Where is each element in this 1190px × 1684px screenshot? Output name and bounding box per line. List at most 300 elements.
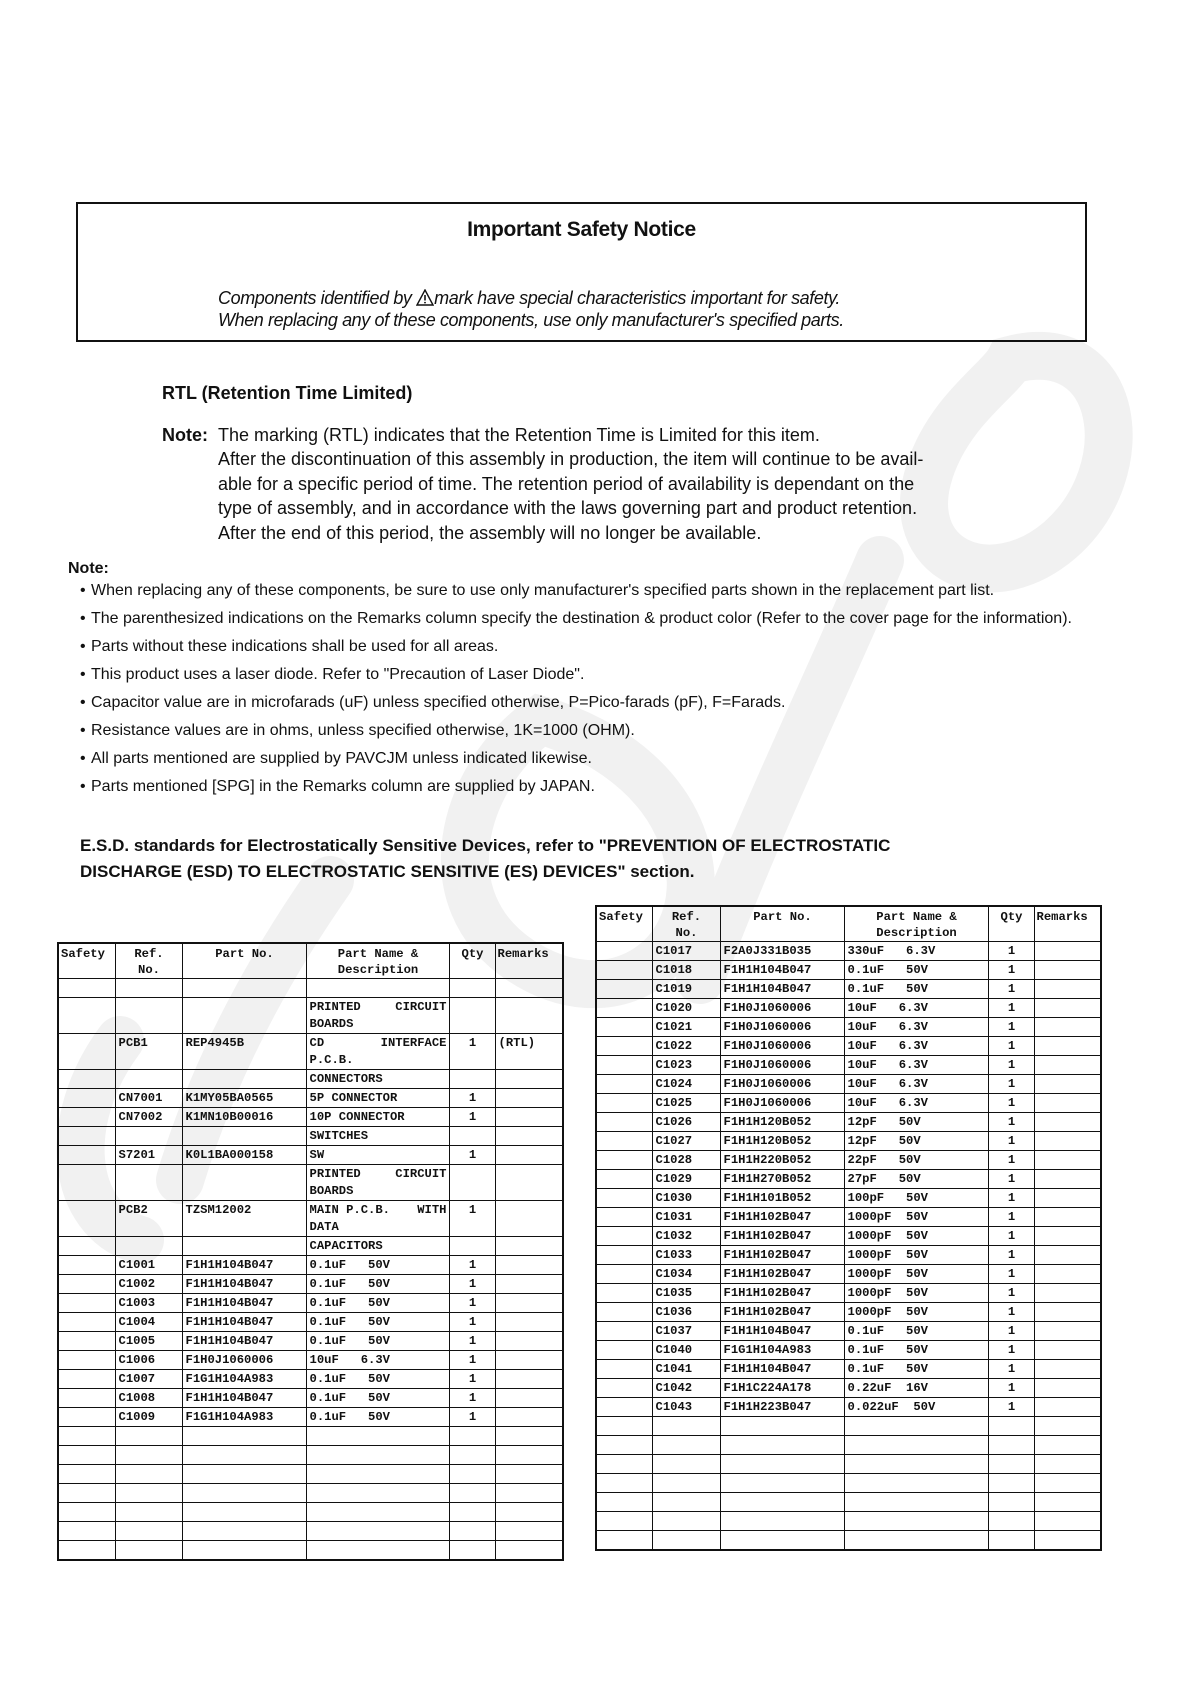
cell-ref-no: C1018 — [652, 961, 720, 980]
cell-ref-no: C1041 — [652, 1360, 720, 1379]
cell-ref-no: C1004 — [115, 1313, 182, 1332]
cell-part-no — [182, 1465, 306, 1484]
cell-remarks — [1034, 1417, 1101, 1436]
cell-part-no: F1H0J1060006 — [720, 1075, 844, 1094]
cell-remarks — [1034, 1246, 1101, 1265]
cell-part-no: F1H1H102B047 — [720, 1265, 844, 1284]
cell-safety — [58, 1332, 115, 1351]
table-row — [596, 1493, 1101, 1512]
cell-qty — [449, 1165, 495, 1201]
cell-remarks — [1034, 1151, 1101, 1170]
cell-qty: 1 — [988, 1284, 1034, 1303]
cell-part-no — [182, 1427, 306, 1446]
cell-description: 1000pF 50V — [844, 1208, 988, 1227]
col-ref-no: Ref. No. — [652, 906, 720, 942]
cell-safety — [596, 1493, 652, 1512]
cell-remarks — [495, 1351, 563, 1370]
col-qty: Qty — [449, 943, 495, 979]
cell-part-no — [720, 1493, 844, 1512]
cell-ref-no — [115, 998, 182, 1034]
cell-part-no: F1H1C224A178 — [720, 1379, 844, 1398]
col-part-no: Part No. — [720, 906, 844, 942]
cell-description: CAPACITORS — [306, 1237, 449, 1256]
cell-qty: 1 — [449, 1370, 495, 1389]
rtl-note-line: After the discontinuation of this assembly in production, the item will continue to be avail- — [218, 449, 924, 470]
cell-safety — [596, 1436, 652, 1455]
cell-description: 0.1uF 50V — [306, 1256, 449, 1275]
table-row — [596, 1512, 1101, 1531]
cell-description: PRINTED CIRCUIT BOARDS — [306, 1165, 449, 1201]
col-safety: Safety — [596, 906, 652, 942]
cell-description: 0.1uF 50V — [844, 1322, 988, 1341]
table-row — [596, 1474, 1101, 1493]
cell-part-no — [720, 1512, 844, 1531]
cell-description — [844, 1417, 988, 1436]
col-description: Part Name & Description — [306, 943, 449, 979]
cell-qty: 1 — [988, 1094, 1034, 1113]
cell-safety — [596, 942, 652, 961]
note-item: • Parts mentioned [SPG] in the Remarks column are supplied by JAPAN. — [68, 776, 1108, 797]
cell-description: 5P CONNECTOR — [306, 1089, 449, 1108]
cell-part-no: F1H1H104B047 — [720, 1360, 844, 1379]
cell-ref-no: PCB1 — [115, 1034, 182, 1070]
table-row — [58, 1484, 563, 1503]
cell-ref-no: C1022 — [652, 1037, 720, 1056]
cell-safety — [596, 961, 652, 980]
cell-ref-no: C1006 — [115, 1351, 182, 1370]
table-row — [58, 1127, 563, 1146]
cell-description: 10uF 6.3V — [844, 999, 988, 1018]
cell-remarks — [1034, 1360, 1101, 1379]
cell-ref-no: C1037 — [652, 1322, 720, 1341]
table-row — [596, 1455, 1101, 1474]
cell-description: PRINTED CIRCUIT BOARDS — [306, 998, 449, 1034]
cell-part-no — [182, 998, 306, 1034]
cell-ref-no — [115, 979, 182, 998]
cell-qty — [449, 1127, 495, 1146]
cell-qty: 1 — [988, 1113, 1034, 1132]
cell-part-no: F1H1H223B047 — [720, 1398, 844, 1417]
cell-ref-no: C1034 — [652, 1265, 720, 1284]
table-row — [596, 1341, 1101, 1360]
cell-part-no: F1G1H104A983 — [182, 1370, 306, 1389]
table-row — [58, 1332, 563, 1351]
cell-qty — [449, 1484, 495, 1503]
cell-remarks — [495, 1294, 563, 1313]
cell-remarks — [495, 1313, 563, 1332]
cell-qty: 1 — [449, 1275, 495, 1294]
cell-remarks — [495, 1108, 563, 1127]
cell-safety — [58, 1408, 115, 1427]
table-row — [58, 1237, 563, 1256]
cell-qty — [988, 1436, 1034, 1455]
table-row — [58, 1370, 563, 1389]
cell-qty — [449, 998, 495, 1034]
cell-qty: 1 — [988, 999, 1034, 1018]
cell-ref-no: C1043 — [652, 1398, 720, 1417]
cell-part-no: F1H1H120B052 — [720, 1132, 844, 1151]
cell-remarks — [1034, 961, 1101, 980]
table-row — [596, 1132, 1101, 1151]
cell-safety — [58, 1070, 115, 1089]
cell-ref-no: C1027 — [652, 1132, 720, 1151]
cell-ref-no — [652, 1531, 720, 1551]
cell-qty — [988, 1531, 1034, 1551]
cell-ref-no: C1020 — [652, 999, 720, 1018]
cell-qty: 1 — [449, 1408, 495, 1427]
rtl-note — [162, 423, 1038, 545]
cell-ref-no — [115, 1503, 182, 1522]
cell-safety — [58, 1034, 115, 1070]
cell-part-no: F1H1H104B047 — [182, 1389, 306, 1408]
cell-qty — [988, 1474, 1034, 1493]
table-row — [596, 1094, 1101, 1113]
table-row — [58, 1541, 563, 1561]
rtl-note-line: After the end of this period, the assembly will no longer be available. — [218, 522, 762, 543]
cell-ref-no: C1042 — [652, 1379, 720, 1398]
cell-remarks — [495, 1127, 563, 1146]
table-row — [596, 1379, 1101, 1398]
cell-safety — [596, 980, 652, 999]
cell-remarks — [1034, 1265, 1101, 1284]
cell-description — [306, 1446, 449, 1465]
cell-ref-no — [115, 1427, 182, 1446]
cell-remarks — [495, 1201, 563, 1237]
cell-part-no: F1G1H104A983 — [182, 1408, 306, 1427]
cell-description: 100pF 50V — [844, 1189, 988, 1208]
cell-ref-no — [652, 1417, 720, 1436]
cell-remarks — [1034, 1189, 1101, 1208]
cell-description: 0.22uF 16V — [844, 1379, 988, 1398]
cell-safety — [58, 998, 115, 1034]
cell-safety — [596, 1189, 652, 1208]
cell-ref-no: C1003 — [115, 1294, 182, 1313]
cell-remarks — [1034, 1398, 1101, 1417]
cell-part-no — [182, 1446, 306, 1465]
cell-part-no: F1H1H101B052 — [720, 1189, 844, 1208]
table-row — [596, 1151, 1101, 1170]
cell-description: 10uF 6.3V — [844, 1075, 988, 1094]
cell-description — [306, 1541, 449, 1561]
cell-safety — [596, 1075, 652, 1094]
table-row — [58, 1389, 563, 1408]
cell-qty: 1 — [449, 1034, 495, 1070]
cell-ref-no: C1032 — [652, 1227, 720, 1246]
cell-ref-no: CN7001 — [115, 1089, 182, 1108]
cell-ref-no: C1028 — [652, 1151, 720, 1170]
cell-description: 0.022uF 50V — [844, 1398, 988, 1417]
cell-qty: 1 — [449, 1089, 495, 1108]
cell-description: MAIN P.C.B. WITH DATA — [306, 1201, 449, 1237]
cell-remarks — [1034, 1531, 1101, 1551]
cell-remarks — [495, 1089, 563, 1108]
table-row — [596, 1531, 1101, 1551]
table-row — [596, 1436, 1101, 1455]
cell-qty — [449, 1503, 495, 1522]
cell-ref-no: C1023 — [652, 1056, 720, 1075]
cell-qty: 1 — [988, 1018, 1034, 1037]
cell-remarks — [1034, 1493, 1101, 1512]
cell-qty — [988, 1455, 1034, 1474]
cell-qty: 1 — [988, 1398, 1034, 1417]
rtl-heading: RTL (Retention Time Limited) — [162, 383, 413, 403]
parts-table-body — [596, 942, 1101, 1551]
parts-table-right — [595, 905, 1102, 1551]
cell-description — [306, 1484, 449, 1503]
cell-remarks — [1034, 1227, 1101, 1246]
cell-part-no — [182, 1484, 306, 1503]
cell-description — [844, 1493, 988, 1512]
safety-notice-text — [218, 288, 844, 330]
cell-description: 0.1uF 50V — [306, 1313, 449, 1332]
cell-qty: 1 — [988, 980, 1034, 999]
cell-ref-no: C1009 — [115, 1408, 182, 1427]
cell-part-no — [182, 1522, 306, 1541]
cell-description: 10uF 6.3V — [844, 1056, 988, 1075]
cell-ref-no: C1040 — [652, 1341, 720, 1360]
cell-remarks — [1034, 1113, 1101, 1132]
cell-remarks — [1034, 1512, 1101, 1531]
cell-qty: 1 — [988, 1132, 1034, 1151]
cell-description — [844, 1512, 988, 1531]
cell-ref-no: C1030 — [652, 1189, 720, 1208]
table-row — [596, 1208, 1101, 1227]
table-row — [58, 979, 563, 998]
cell-description: 27pF 50V — [844, 1170, 988, 1189]
cell-part-no: F1H0J1060006 — [720, 1018, 844, 1037]
cell-ref-no: S7201 — [115, 1146, 182, 1165]
cell-remarks — [495, 1446, 563, 1465]
cell-description: SWITCHES — [306, 1127, 449, 1146]
cell-part-no — [182, 1127, 306, 1146]
cell-remarks — [1034, 999, 1101, 1018]
cell-remarks — [495, 1370, 563, 1389]
cell-part-no — [182, 1165, 306, 1201]
cell-safety — [596, 1341, 652, 1360]
cell-safety — [596, 1474, 652, 1493]
table-row — [58, 1408, 563, 1427]
cell-ref-no: C1031 — [652, 1208, 720, 1227]
cell-ref-no: CN7002 — [115, 1108, 182, 1127]
cell-part-no: F1H1H104B047 — [182, 1313, 306, 1332]
cell-part-no: F1H0J1060006 — [720, 999, 844, 1018]
safety-notice-line-1 — [218, 288, 844, 310]
cell-part-no: F1H1H104B047 — [182, 1294, 306, 1313]
safety-notice-line-2: When replacing any of these components, use only manufacturer's specified parts. — [218, 310, 844, 330]
cell-safety — [596, 1360, 652, 1379]
general-notes — [68, 560, 1108, 804]
cell-description: 10P CONNECTOR — [306, 1108, 449, 1127]
cell-part-no — [182, 1070, 306, 1089]
cell-remarks — [495, 979, 563, 998]
cell-part-no: F1H0J1060006 — [182, 1351, 306, 1370]
cell-ref-no — [115, 1446, 182, 1465]
cell-remarks — [1034, 1094, 1101, 1113]
cell-qty: 1 — [988, 1341, 1034, 1360]
cell-remarks — [1034, 1037, 1101, 1056]
col-qty: Qty — [988, 906, 1034, 942]
cell-safety — [596, 1018, 652, 1037]
cell-safety — [58, 1541, 115, 1561]
cell-safety — [596, 1265, 652, 1284]
table-row — [596, 1056, 1101, 1075]
cell-description: 0.1uF 50V — [306, 1332, 449, 1351]
cell-safety — [58, 1146, 115, 1165]
cell-part-no — [720, 1531, 844, 1551]
cell-part-no: F1H0J1060006 — [720, 1037, 844, 1056]
cell-remarks — [1034, 1303, 1101, 1322]
cell-safety — [58, 1108, 115, 1127]
cell-part-no — [720, 1436, 844, 1455]
cell-safety — [58, 1522, 115, 1541]
cell-qty — [449, 979, 495, 998]
cell-remarks — [1034, 1284, 1101, 1303]
cell-safety — [58, 1237, 115, 1256]
cell-part-no: K1MN10B00016 — [182, 1108, 306, 1127]
cell-description: 1000pF 50V — [844, 1265, 988, 1284]
cell-safety — [58, 979, 115, 998]
cell-ref-no: PCB2 — [115, 1201, 182, 1237]
cell-remarks — [495, 1503, 563, 1522]
cell-description: 10uF 6.3V — [844, 1094, 988, 1113]
table-row — [58, 1146, 563, 1165]
parts-table-left — [57, 942, 564, 1561]
cell-safety — [58, 1503, 115, 1522]
cell-ref-no — [115, 1541, 182, 1561]
cell-ref-no: C1025 — [652, 1094, 720, 1113]
cell-qty: 1 — [988, 1246, 1034, 1265]
cell-qty: 1 — [988, 942, 1034, 961]
cell-description: 1000pF 50V — [844, 1227, 988, 1246]
cell-safety — [596, 1512, 652, 1531]
cell-safety — [58, 1389, 115, 1408]
cell-description: 0.1uF 50V — [844, 1341, 988, 1360]
cell-description: 22pF 50V — [844, 1151, 988, 1170]
cell-ref-no — [115, 1465, 182, 1484]
cell-remarks — [495, 1146, 563, 1165]
table-row — [58, 1256, 563, 1275]
note-item: • This product uses a laser diode. Refer to "Precaution of Laser Diode". — [68, 664, 1108, 685]
notes-list — [68, 580, 1108, 797]
cell-remarks — [1034, 1056, 1101, 1075]
cell-description: CONNECTORS — [306, 1070, 449, 1089]
cell-part-no — [720, 1474, 844, 1493]
cell-qty: 1 — [449, 1108, 495, 1127]
table-row — [58, 1351, 563, 1370]
safety-notice-title: Important Safety Notice — [467, 218, 696, 241]
table-row — [596, 961, 1101, 980]
cell-part-no — [720, 1417, 844, 1436]
cell-remarks — [1034, 1379, 1101, 1398]
cell-part-no: F1H1H104B047 — [720, 961, 844, 980]
col-remarks: Remarks — [495, 943, 563, 979]
safety-notice-line-1-start: Components identified by — [218, 288, 417, 308]
table-row — [58, 1070, 563, 1089]
cell-description — [306, 1503, 449, 1522]
cell-remarks — [495, 1256, 563, 1275]
table-row — [596, 1075, 1101, 1094]
table-row — [596, 1360, 1101, 1379]
table-row — [596, 1170, 1101, 1189]
cell-description: 0.1uF 50V — [844, 980, 988, 999]
cell-qty: 1 — [449, 1351, 495, 1370]
cell-part-no: K0L1BA000158 — [182, 1146, 306, 1165]
cell-description: 0.1uF 50V — [306, 1294, 449, 1313]
cell-ref-no — [115, 1070, 182, 1089]
note-item: • The parenthesized indications on the Remarks column specify the destination & product color (Refer to the cover page for the information). — [68, 608, 1108, 629]
cell-ref-no: C1024 — [652, 1075, 720, 1094]
rtl-note-body — [218, 423, 1038, 545]
cell-ref-no: C1035 — [652, 1284, 720, 1303]
cell-part-no: K1MY05BA0565 — [182, 1089, 306, 1108]
cell-remarks — [1034, 1455, 1101, 1474]
cell-part-no: F1H1H104B047 — [720, 1322, 844, 1341]
cell-remarks — [1034, 1341, 1101, 1360]
cell-qty: 1 — [988, 1379, 1034, 1398]
cell-remarks: (RTL) — [495, 1034, 563, 1070]
col-ref-no: Ref. No. — [115, 943, 182, 979]
cell-qty — [988, 1417, 1034, 1436]
cell-qty — [449, 1070, 495, 1089]
cell-remarks — [495, 1484, 563, 1503]
cell-remarks — [1034, 1322, 1101, 1341]
cell-ref-no: C1002 — [115, 1275, 182, 1294]
cell-part-no: REP4945B — [182, 1034, 306, 1070]
cell-safety — [596, 1455, 652, 1474]
cell-remarks — [1034, 1436, 1101, 1455]
cell-part-no — [182, 1237, 306, 1256]
note-item: • All parts mentioned are supplied by PAVCJM unless indicated likewise. — [68, 748, 1108, 769]
table-row — [58, 1294, 563, 1313]
cell-ref-no: C1017 — [652, 942, 720, 961]
cell-safety — [58, 1256, 115, 1275]
cell-safety — [58, 1427, 115, 1446]
cell-description — [844, 1474, 988, 1493]
cell-part-no — [182, 1503, 306, 1522]
cell-description: 12pF 50V — [844, 1132, 988, 1151]
warning-triangle-icon — [416, 289, 434, 310]
rtl-note-label: Note: — [162, 425, 208, 445]
cell-safety — [58, 1370, 115, 1389]
cell-qty: 1 — [988, 1322, 1034, 1341]
table-row — [58, 1522, 563, 1541]
table-row — [596, 1246, 1101, 1265]
table-row — [58, 1275, 563, 1294]
cell-qty: 1 — [988, 1360, 1034, 1379]
cell-qty: 1 — [988, 961, 1034, 980]
cell-part-no — [182, 979, 306, 998]
cell-safety — [596, 1246, 652, 1265]
cell-description — [306, 1427, 449, 1446]
cell-safety — [58, 1165, 115, 1201]
cell-description: 330uF 6.3V — [844, 942, 988, 961]
table-row — [58, 1108, 563, 1127]
cell-safety — [58, 1313, 115, 1332]
notes-label: Note: — [68, 560, 109, 577]
cell-qty: 1 — [449, 1332, 495, 1351]
cell-safety — [58, 1465, 115, 1484]
esd-line-2: DISCHARGE (ESD) TO ELECTROSTATIC SENSITIVE (ES) DEVICES" section. — [80, 862, 695, 881]
cell-qty — [988, 1512, 1034, 1531]
cell-remarks — [495, 1070, 563, 1089]
cell-part-no — [720, 1455, 844, 1474]
cell-safety — [596, 1227, 652, 1246]
cell-ref-no: C1007 — [115, 1370, 182, 1389]
cell-remarks — [495, 1165, 563, 1201]
cell-ref-no — [115, 1237, 182, 1256]
cell-description: 1000pF 50V — [844, 1303, 988, 1322]
table-row — [596, 1303, 1101, 1322]
